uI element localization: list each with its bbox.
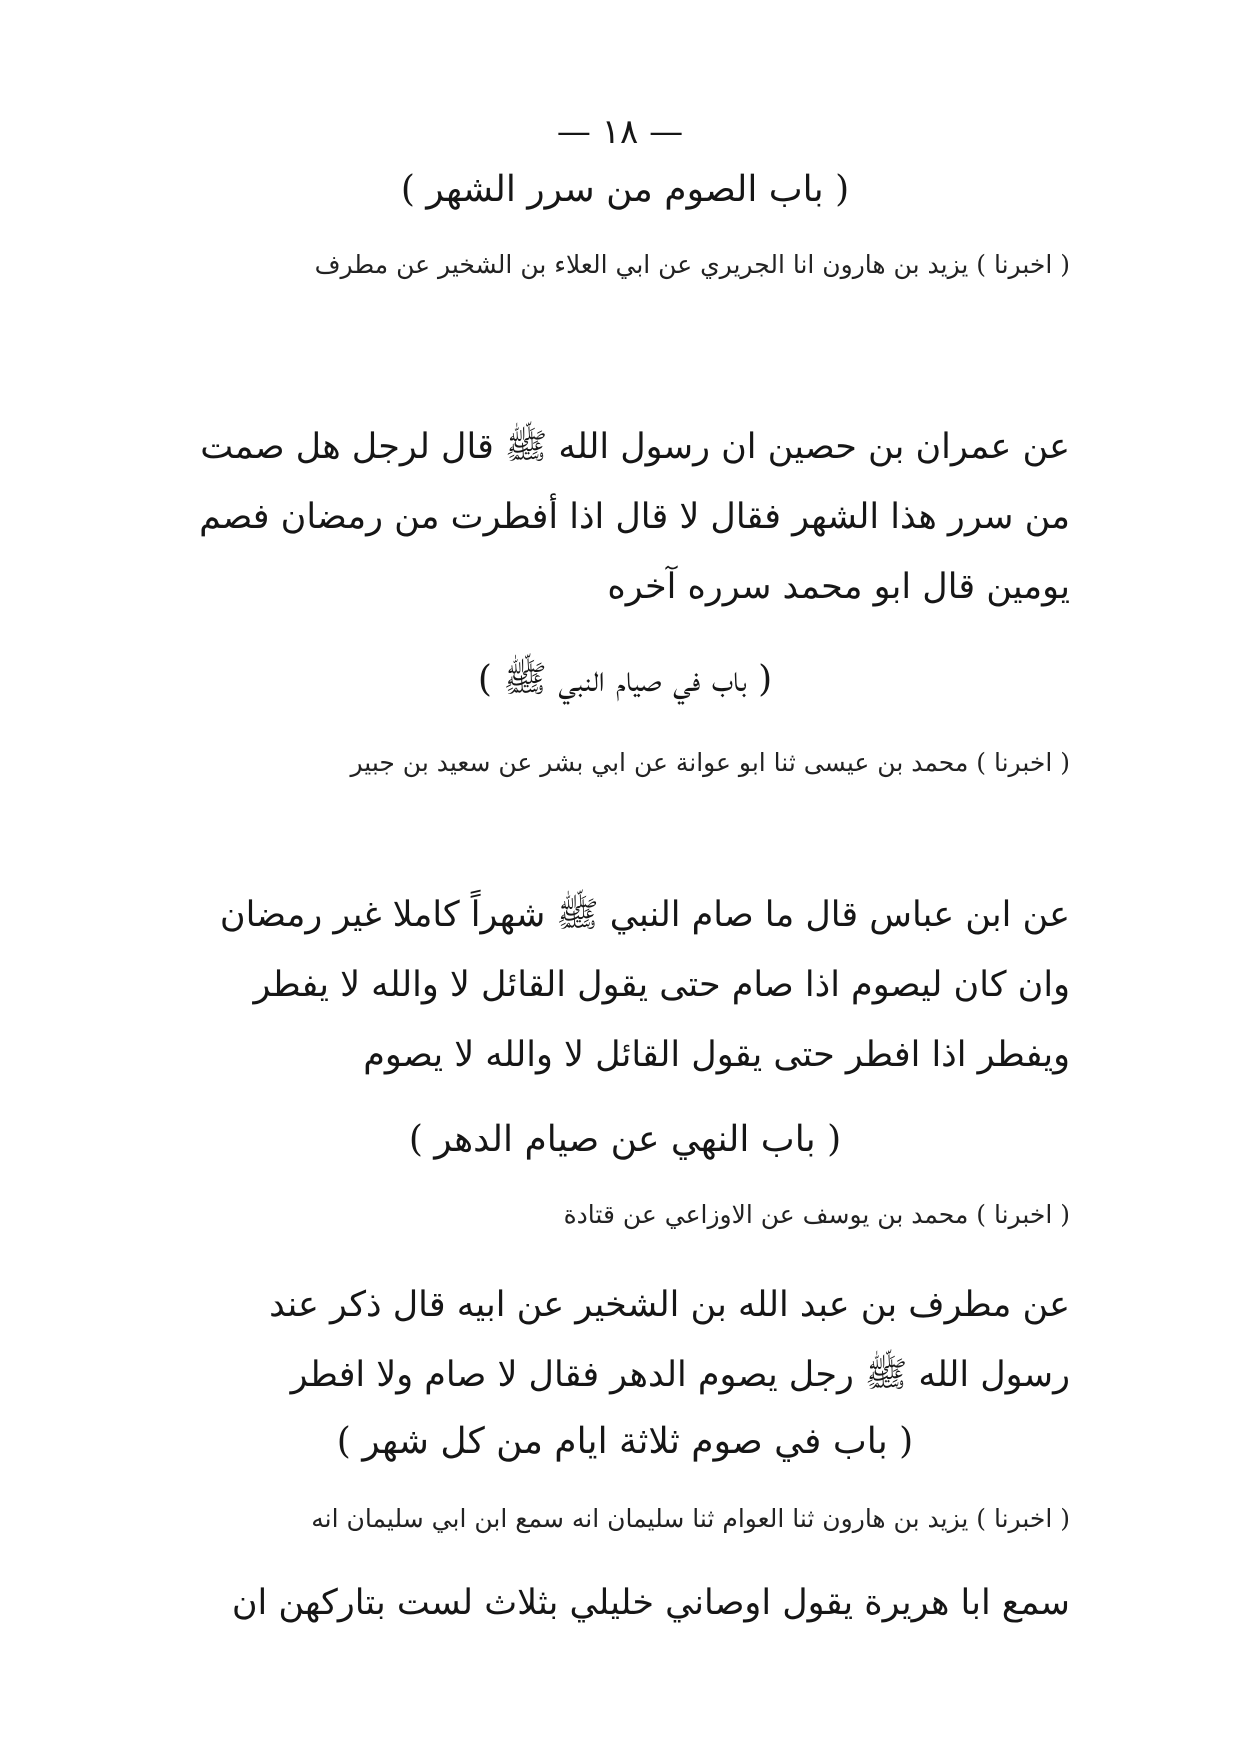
section-4-matn: سمع ابا هريرة يقول اوصاني خليلي بثلاث لست بتاركهن ان [231, 1583, 1070, 1623]
section-1-heading: ( باب الصوم من سرر الشهر ) [400, 169, 850, 210]
section-3-matn: عن مطرف بن عبد الله بن الشخير عن ابيه قال ذكر عند رسول الله ﷺ رجل يصوم الدهر فقال لا صام ولا افطر [269, 1285, 1070, 1395]
section-4-isnad: ( اخبرنا ) يزيد بن هارون ثنا العوام ثنا سليمان انه سمع ابن ابي سليمان انه [311, 1504, 1070, 1533]
section-2-matn: عن ابن عباس قال ما صام النبي ﷺ شهراً كاملا غير رمضان وان كان ليصوم اذا صام حتى يقول القائل لا والله لا يفطر ويفطر اذا افطر حتى يقول القائل لا والله لا يصوم [219, 895, 1070, 1075]
section-2-heading: ( باب في صيام النبي ﷺ ) [477, 659, 773, 700]
section-1-isnad: ( اخبرنا ) يزيد بن هارون انا الجريري عن ابي العلاء بن الشخير عن مطرف [314, 250, 1070, 279]
section-1-matn: عن عمران بن حصين ان رسول الله ﷺ قال لرجل هل صمت من سرر هذا الشهر فقال لا قال اذا أفطرت من رمضان فصم يومين قال ابو محمد سرره آخره [199, 427, 1070, 607]
section-3-isnad: ( اخبرنا ) محمد بن يوسف عن الاوزاعي عن قتادة [563, 1200, 1070, 1229]
page-number: — ١٨ — [556, 112, 684, 152]
section-2-isnad: ( اخبرنا ) محمد بن عيسى ثنا ابو عوانة عن ابي بشر عن سعيد بن جبير [350, 748, 1070, 777]
section-4-heading: ( باب في صوم ثلاثة ايام من كل شهر ) [336, 1421, 914, 1462]
section-3-heading: ( باب النهي عن صيام الدهر ) [408, 1119, 842, 1160]
